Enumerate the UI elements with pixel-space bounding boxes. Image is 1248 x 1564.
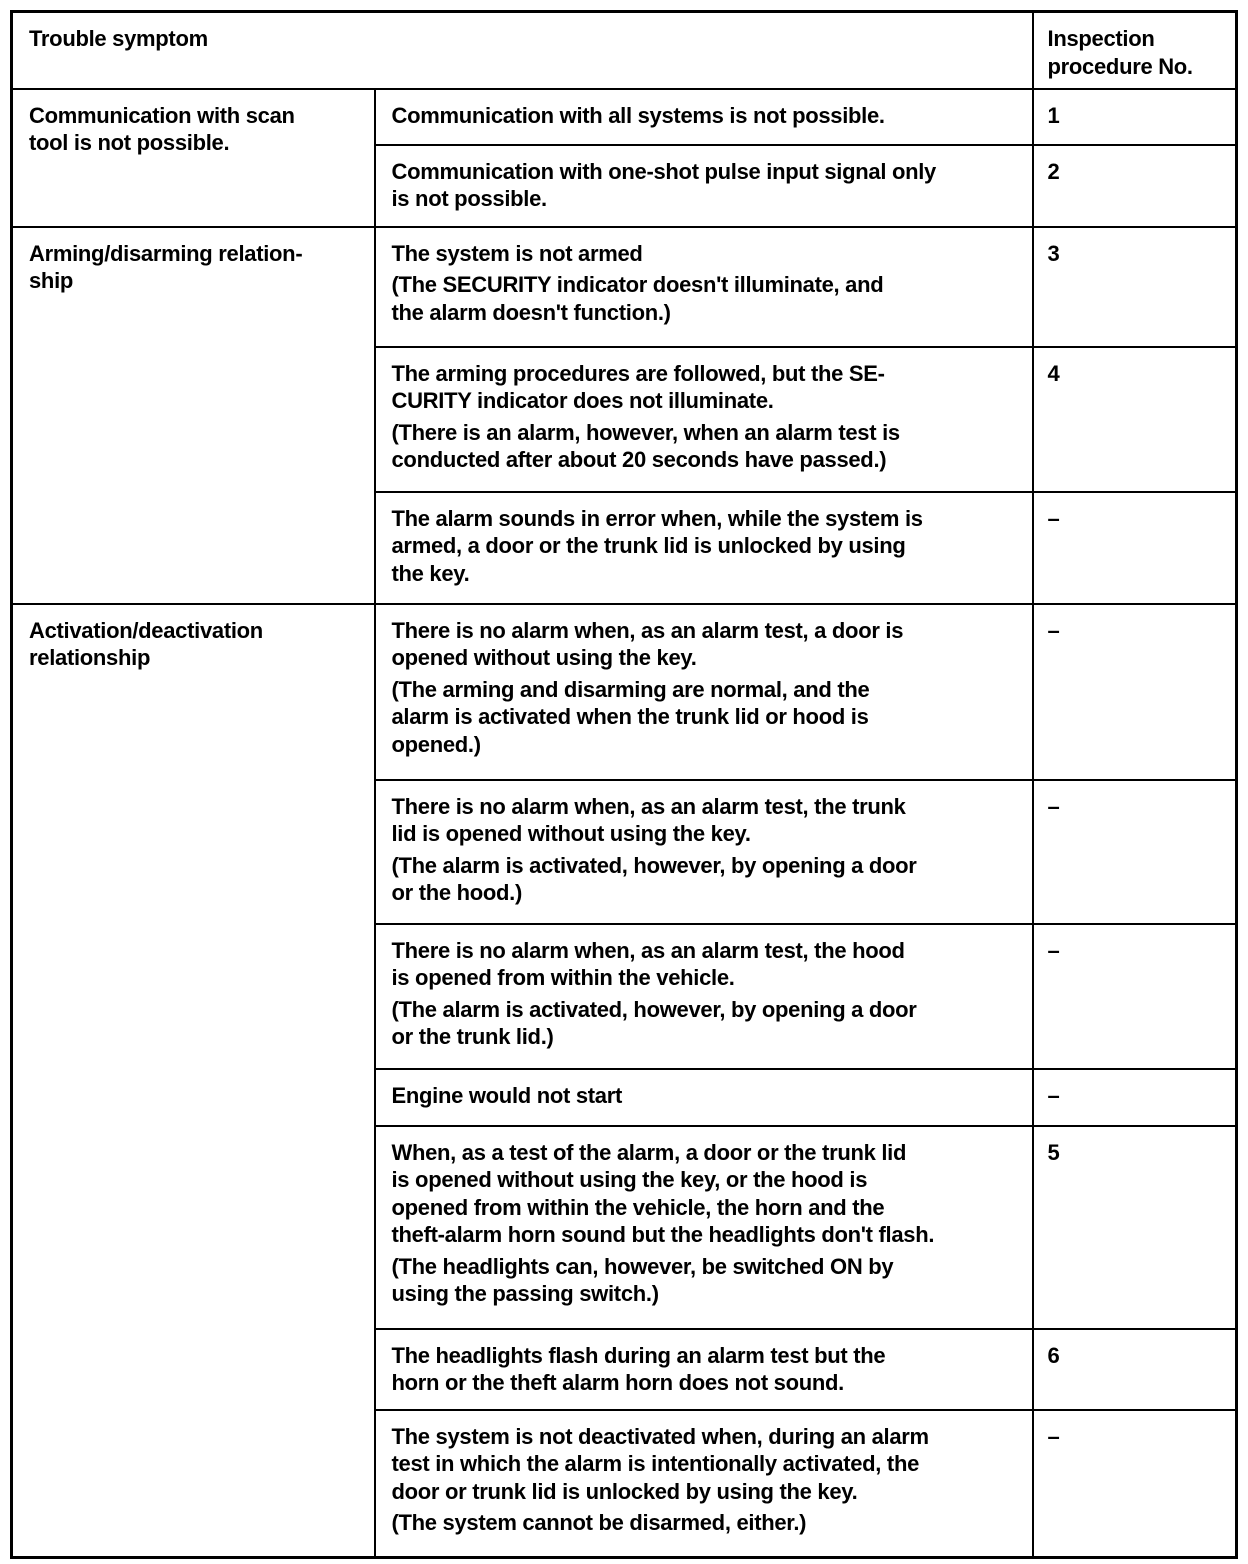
inspection-procedure-number: 3 [1033, 227, 1237, 347]
header-trouble-symptom: Trouble symptom [12, 12, 1033, 89]
symptom-text: When, as a test of the alarm, a door or the trunk lid is opened without using the key, or the hood is opened from within the vehicle, the horn and the theft-alarm horn sound but the headlights don't flash. [391, 1139, 935, 1247]
inspection-procedure-number: – [1033, 924, 1237, 1069]
table-row [12, 604, 1237, 780]
inspection-procedure-number: 2 [1033, 145, 1237, 227]
inspection-procedure-number: – [1033, 1069, 1237, 1126]
inspection-procedure-number: 4 [1033, 347, 1237, 492]
symptom-description [375, 924, 1033, 1069]
symptom-category: Activation/deactivation relationship [12, 604, 375, 1558]
inspection-procedure-number: 5 [1033, 1126, 1237, 1329]
symptom-text: Engine would not start [391, 1082, 623, 1108]
symptom-text: There is no alarm when, as an alarm test, a door is opened without using the key. [391, 617, 904, 670]
symptom-description [375, 780, 1033, 924]
symptom-text: The headlights flash during an alarm test but the horn or the theft alarm horn does not sound. [391, 1342, 886, 1395]
symptom-text: (There is an alarm, however, when an alarm test is conducted after about 20 seconds have passed.) [391, 419, 900, 472]
header-inspection-procedure: Inspection procedure No. [1033, 12, 1237, 89]
symptom-description [375, 1069, 1033, 1126]
inspection-procedure-number: – [1033, 1410, 1237, 1558]
symptom-text: (The headlights can, however, be switched ON by using the passing switch.) [391, 1253, 894, 1306]
symptom-text: (The system cannot be disarmed, either.) [391, 1510, 807, 1535]
symptom-text: Communication with all systems is not possible. [391, 102, 885, 128]
symptom-text: (The alarm is activated, however, by opening a door or the hood.) [391, 852, 917, 905]
symptom-category: Arming/disarming relation- ship [12, 227, 375, 604]
symptom-description [375, 1126, 1033, 1329]
table-row [12, 89, 1237, 145]
symptom-description [375, 604, 1033, 780]
trouble-symptom-table [10, 10, 1238, 1559]
symptom-description [375, 1410, 1033, 1558]
symptom-text: The system is not armed [391, 240, 643, 266]
symptom-text: Communication with one-shot pulse input signal only is not possible. [391, 158, 936, 211]
symptom-text: (The arming and disarming are normal, and the alarm is activated when the trunk lid or hood is opened.) [391, 676, 870, 757]
symptom-text: The alarm sounds in error when, while the system is armed, a door or the trunk lid is unlocked by using the key. [391, 505, 923, 586]
inspection-procedure-number: – [1033, 604, 1237, 780]
table-row [12, 227, 1237, 347]
symptom-description [375, 227, 1033, 347]
symptom-description [375, 89, 1033, 145]
header-row [12, 12, 1237, 89]
symptom-text: There is no alarm when, as an alarm test, the hood is opened from within the vehicle. [391, 937, 905, 990]
symptom-text: There is no alarm when, as an alarm test, the trunk lid is opened without using the key. [391, 793, 906, 846]
symptom-category: Communication with scan tool is not possible. [12, 89, 375, 227]
inspection-procedure-number: 6 [1033, 1329, 1237, 1410]
symptom-description [375, 1329, 1033, 1410]
inspection-procedure-number: – [1033, 492, 1237, 604]
inspection-procedure-number: – [1033, 780, 1237, 924]
symptom-description [375, 492, 1033, 604]
symptom-description [375, 347, 1033, 492]
inspection-procedure-number: 1 [1033, 89, 1237, 145]
symptom-text: (The SECURITY indicator doesn't illuminate, and the alarm doesn't function.) [391, 272, 884, 325]
symptom-text: The arming procedures are followed, but the SE- CURITY indicator does not illuminate. [391, 360, 885, 413]
symptom-description [375, 145, 1033, 227]
symptom-text: (The alarm is activated, however, by opening a door or the trunk lid.) [391, 996, 917, 1049]
symptom-text: The system is not deactivated when, during an alarm test in which the alarm is intentionally activated, the door or trunk lid is unlocked by using the key. [391, 1423, 929, 1504]
